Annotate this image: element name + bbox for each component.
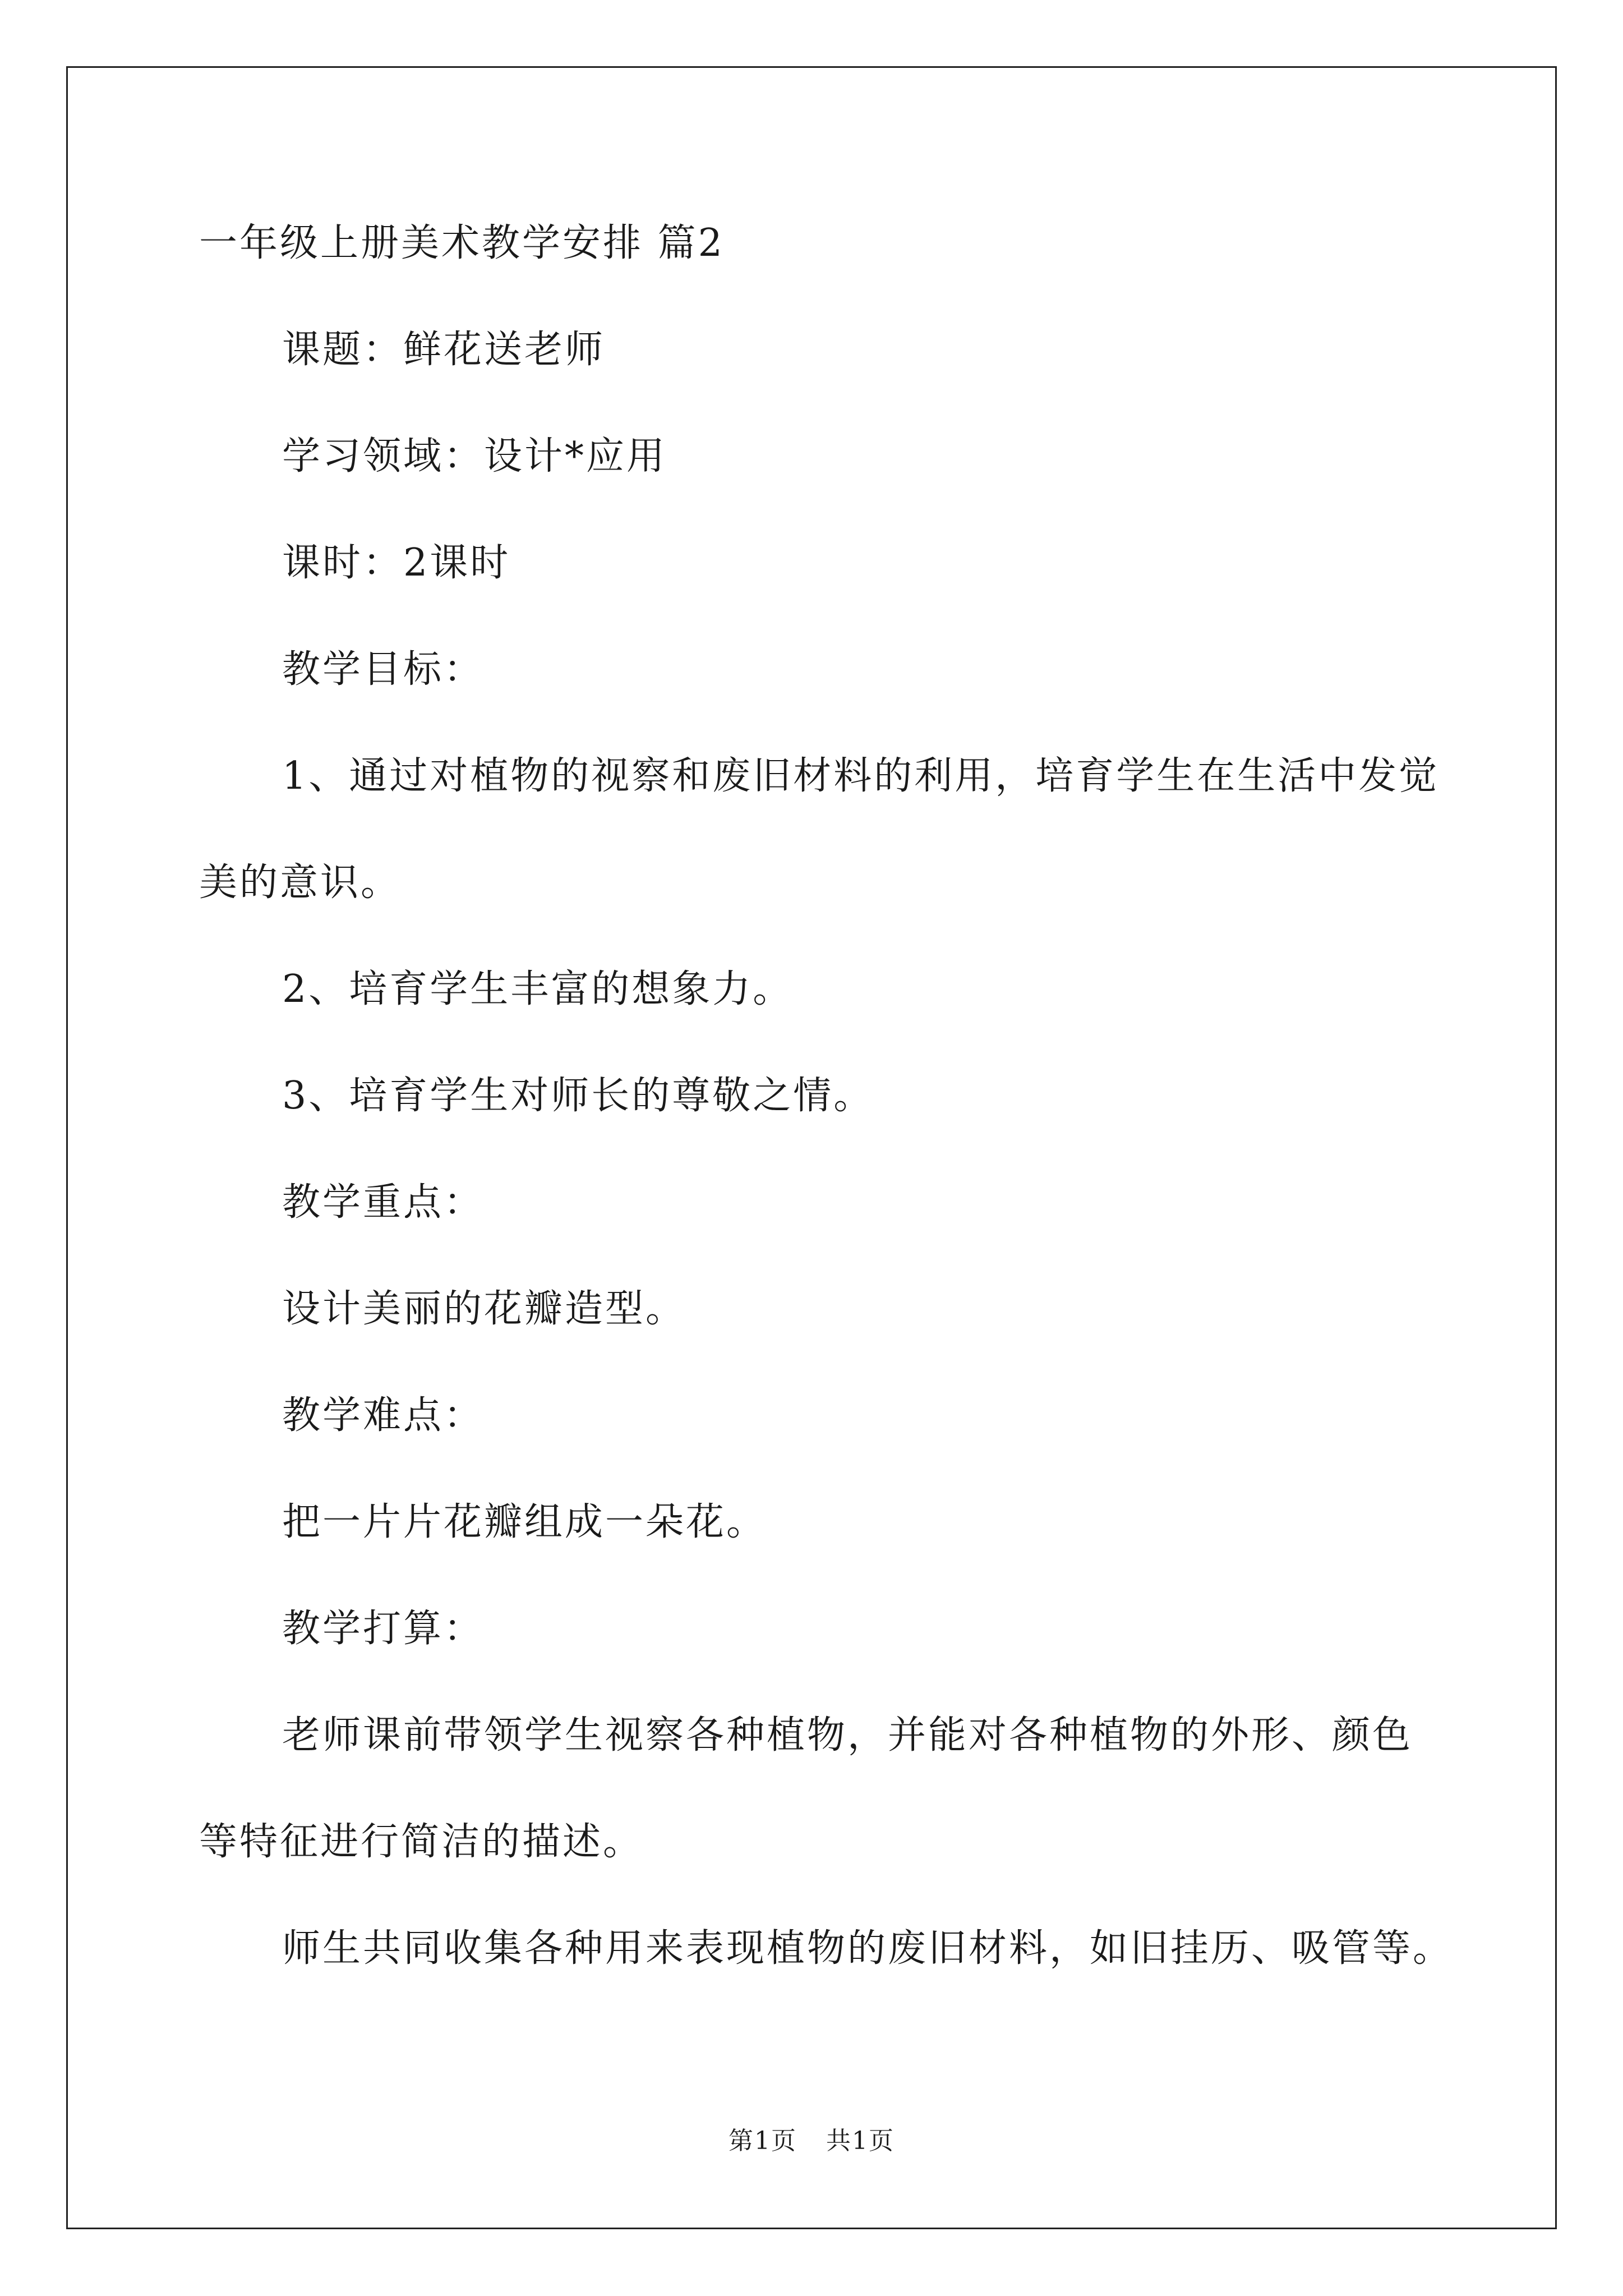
document-heading: 一年级上册美术教学安排 篇2 xyxy=(199,221,725,265)
paragraph-line: 教学重点： xyxy=(282,1180,485,1225)
paragraph-line: 学习领域：设计*应用 xyxy=(282,434,667,478)
paragraph-line: 把一片片花瓣组成一朵花。 xyxy=(282,1500,767,1544)
paragraph-line: 3、培育学生对师长的尊敬之情。 xyxy=(282,1074,874,1118)
paragraph-line: 教学目标： xyxy=(282,647,485,692)
paragraph-line: 设计美丽的花瓣造型。 xyxy=(282,1287,686,1331)
paragraph-line: 师生共同收集各种用来表现植物的废旧材料，如旧挂历、吸管等。 xyxy=(282,1926,1454,1971)
paragraph-line: 教学打算： xyxy=(282,1607,485,1651)
paragraph-line: 教学难点： xyxy=(282,1393,485,1438)
page-number-total: 共1页 xyxy=(826,2127,895,2155)
paragraph-line: 课题：鲜花送老师 xyxy=(282,328,606,372)
paragraph-line: 美的意识。 xyxy=(199,861,402,905)
page-number-current: 第1页 xyxy=(728,2127,797,2155)
page-border xyxy=(66,66,1557,2229)
paragraph-line: 等特征进行简洁的描述。 xyxy=(199,1820,644,1864)
paragraph-line: 1、通过对植物的视察和废旧材料的利用，培育学生在生活中发觉 xyxy=(282,754,1440,798)
paragraph-line: 2、培育学生丰富的想象力。 xyxy=(282,967,794,1011)
page-footer xyxy=(0,2120,1623,2156)
paragraph-line: 课时：2课时 xyxy=(282,541,511,585)
paragraph-line: 老师课前带领学生视察各种植物，并能对各种植物的外形、颜色 xyxy=(282,1713,1413,1757)
